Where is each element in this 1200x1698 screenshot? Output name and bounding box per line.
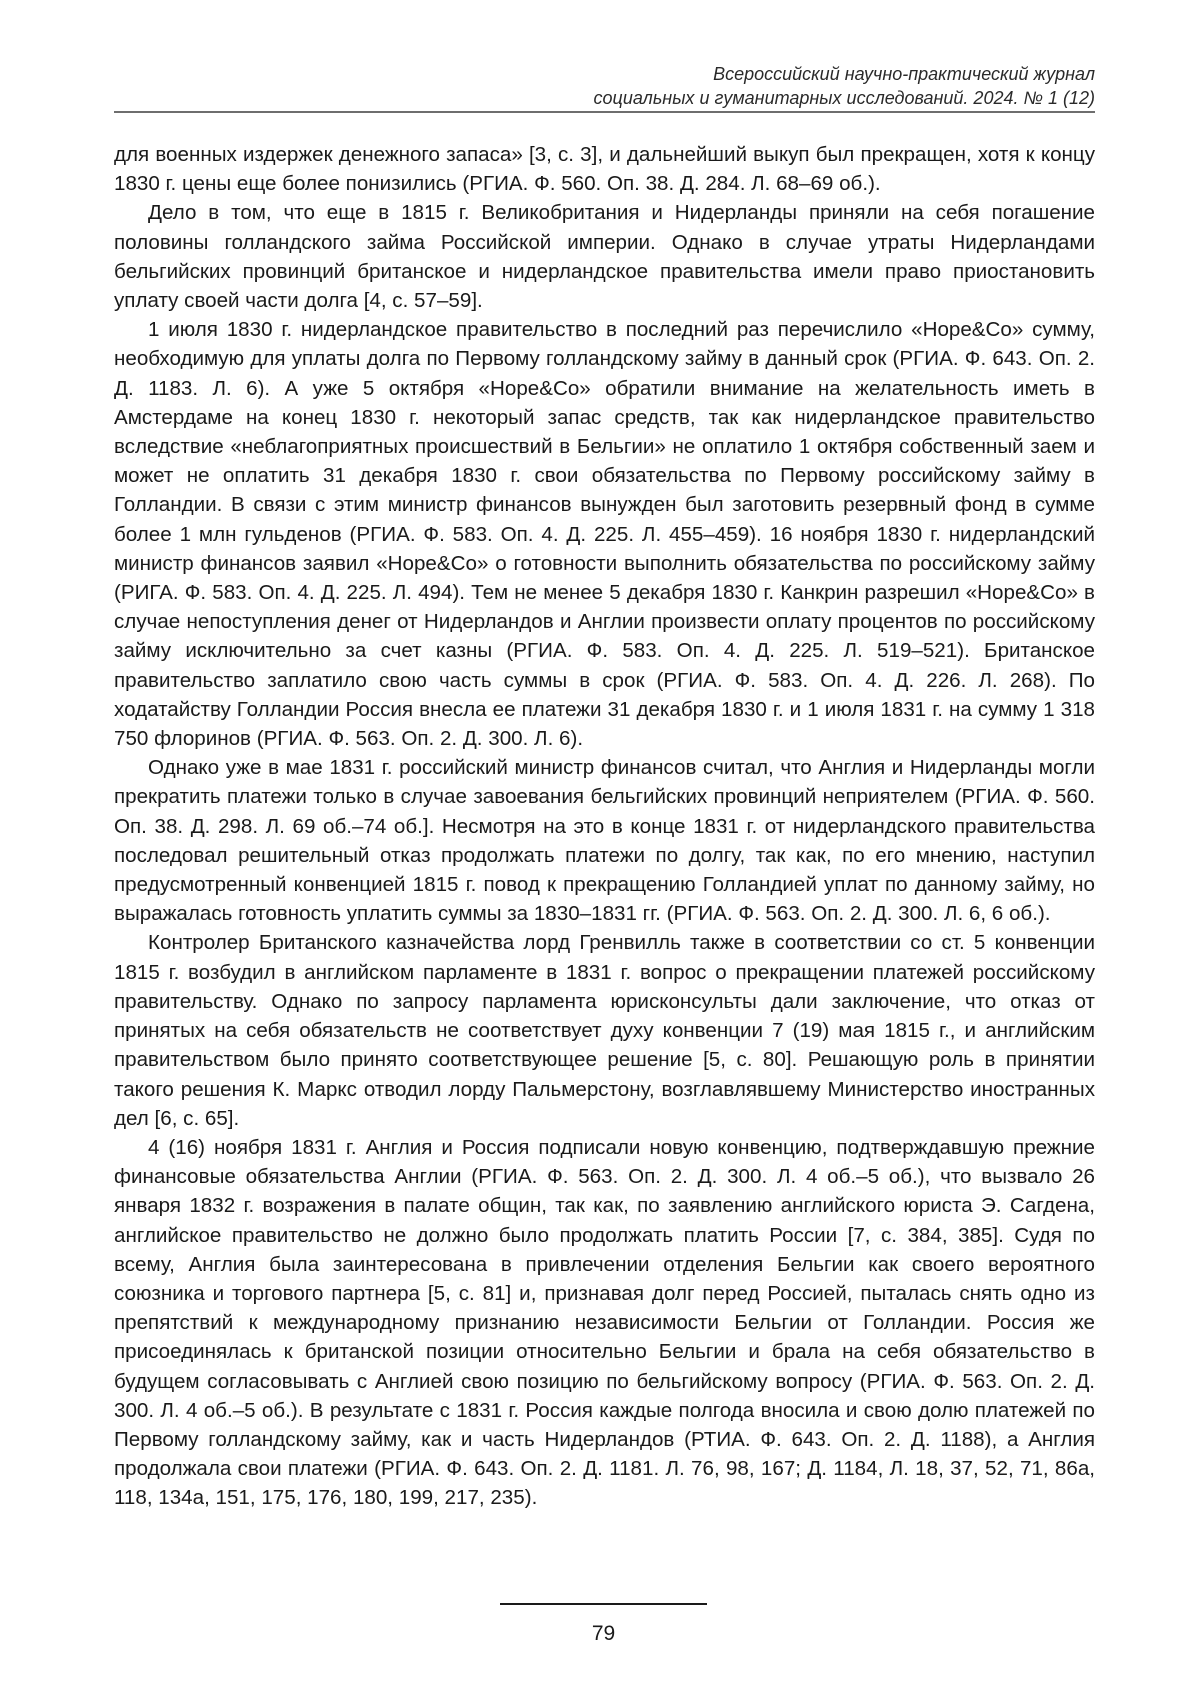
paragraph-continued: для военных издержек денежного запаса» [3, с. 3], и дальнейший выкуп был прекращен, хотя к концу 1830 г. цены еще более понизились (РГИА. Ф. 560. Оп. 38. Д. 284. Л. 68–69 об.). — [114, 143, 1095, 196]
paragraph: Однако уже в мае 1831 г. российский министр финансов считал, что Англия и Нидерланды могли прекратить платежи только в случае завоевания бельгийских провинций неприятелем (РГИА. Ф. 560. Оп. 38. Д. 298. Л. 69 об.–74 об.]. Несмотря на это в конце 1831 г. от нидерландского правительства последовал решительный отказ продолжать платежи по долгу, так как, по его мнению, наступил предусмотренный конвенцией 1815 г. повод к прекращению Голландией уплат по данному займу, но выражалась готовность уплатить суммы за 1830–1831 гг. (РГИА. Ф. 563. Оп. 2. Д. 300. Л. 6, 6 об.). — [114, 756, 1095, 926]
footer-divider — [500, 1603, 707, 1605]
journal-header-line-1: Всероссийский научно-практический журнал — [713, 64, 1095, 84]
journal-header-line-2: социальных и гуманитарных исследований. 2024. № 1 (12) — [593, 88, 1095, 108]
journal-header — [195, 62, 1095, 110]
article-body — [114, 140, 1095, 1513]
page-number: 79 — [591, 1622, 616, 1645]
paragraph: 1 июля 1830 г. нидерландское правительство в последний раз перечислило «Hope&Co» сумму, необходимую для уплаты долга по Первому голландскому займу в данный срок (РГИА. Ф. 643. Оп. 2. Д. 1183. Л. 6). А уже 5 октября «Hope&Co» обратили внимание на желательность иметь в Амстердаме на конец 1830 г. некоторый запас средств, так как нидерландское правительство вследствие «неблагоприятных происшествий в Бельгии» не оплатило 1 октября собственный заем и может не оплатить 31 декабря 1830 г. свои обязательства по Первому российскому займу в Голландии. В связи с этим министр финансов вынужден был заготовить резервный фонд в сумме более 1 млн гульденов (РГИА. Ф. 583. Оп. 4. Д. 225. Л. 455–459). 16 ноября 1830 г. нидерландский министр финансов заявил «Hope&Co» о готовности выполнить обязательства по российскому займу (РИГА. Ф. 583. Оп. 4. Д. 225. Л. 494). Тем не менее 5 декабря 1830 г. Канкрин разрешил «Hope&Co» в случае непоступления денег от Нидерландов и Англии произвести оплату процентов по российскому займу исключительно за счет казны (РГИА. Ф. 583. Оп. 4. Д. 225. Л. 519–521). Британское правительство заплатило свою часть суммы в срок (РГИА. Ф. 583. Оп. 4. Д. 226. Л. 268). По ходатайству Голландии Россия внесла ее платежи 31 декабря 1830 г. и 1 июля 1831 г. на сумму 1 318 750 флоринов (РГИА. Ф. 563. Оп. 2. Д. 300. Л. 6). — [114, 318, 1095, 751]
header-divider — [114, 111, 1095, 113]
paragraph: Дело в том, что еще в 1815 г. Великобритания и Нидерланды приняли на себя погашение половины голландского займа Российской империи. Однако в случае утраты Нидерландами бельгийских провинций британское и нидерландское правительства имели право приостановить уплату своей части долга [4, с. 57–59]. — [114, 201, 1095, 313]
paragraph: 4 (16) ноября 1831 г. Англия и Россия подписали новую конвенцию, подтверждавшую прежние финансовые обязательства Англии (РГИА. Ф. 563. Оп. 2. Д. 300. Л. 4 об.–5 об.), что вызвало 26 января 1832 г. возражения в палате общин, так как, по заявлению английского юриста Э. Сагдена, английское правительство не должно было продолжать платить России [7, с. 384, 385]. Судя по всему, Англия была заинтересована в привлечении отделения Бельгии как своего вероятного союзника и торгового партнера [5, с. 81] и, признавая долг перед Россией, пыталась снять одно из препятствий к международному признанию независимости Бельгии от Голландии. Россия же присоединялась к британской позиции относительно Бельгии и брала на себя обязательство в будущем согласовывать с Англией свою позицию по бельгийскому вопросу (РГИА. Ф. 563. Оп. 2. Д. 300. Л. 4 об.–5 об.). В результате с 1831 г. Россия каждые полгода вносила и свою долю платежей по Первому голландскому займу, как и часть Нидерландов (РТИА. Ф. 643. Оп. 2. Д. 1188), а Англия продолжала свои платежи (РГИА. Ф. 643. Оп. 2. Д. 1181. Л. 76, 98, 167; Д. 1184, Л. 18, 37, 52, 71, 86а, 118, 134а, 151, 175, 176, 180, 199, 217, 235). — [114, 1135, 1095, 1510]
paragraph: Контролер Британского казначейства лорд Гренвилль также в соответствии со ст. 5 конвенции 1815 г. возбудил в английском парламенте в 1831 г. вопрос о прекращении платежей российскому правительству. Однако по запросу парламента юрисконсульты дали заключение, что отказ от принятых на себя обязательств не соответствует духу конвенции 7 (19) мая 1815 г., и английским правительством было принято соответствующее решение [5, с. 80]. Решающую роль в принятии такого решения К. Маркс отводил лорду Пальмерстону, возглавлявшему Министерство иностранных дел [6, с. 65]. — [114, 931, 1095, 1130]
